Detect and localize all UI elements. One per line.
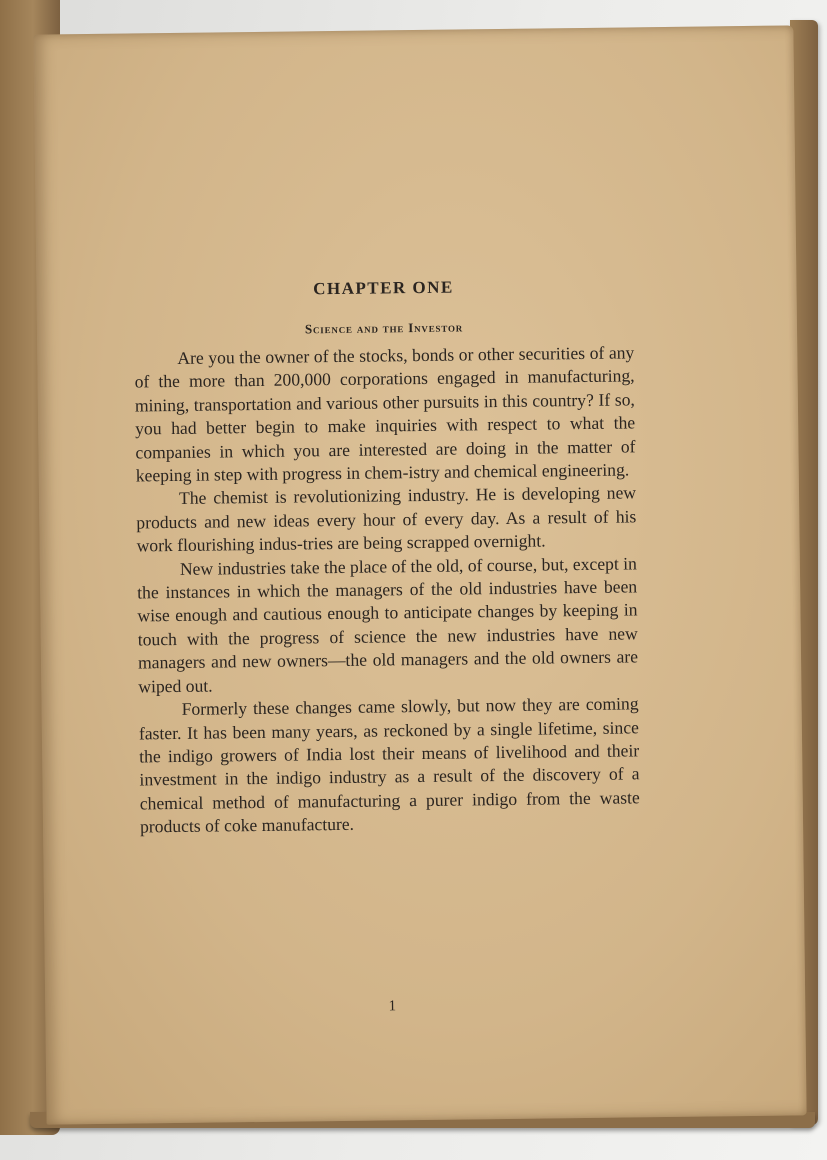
paragraph: Formerly these changes came slowly, but now they are coming faster. It has been many years, as reckoned by a single lifetime, since the indigo growers of India lost their means of livelihood and their investment in the indigo industry as a result of the discovery of a chemical method of manufacturing a purer indigo from the waste products of coke manufacture.: [138, 693, 640, 837]
book-page: [33, 25, 806, 1124]
section-heading: Science and the Investor: [304, 319, 464, 337]
paragraph: Are you the owner of the stocks, bonds or other securities of any of the more than 200,000 corporations engaged in manufacturing, mining, transportation and various other pursuits in this country? If so, you had better begin to make inquiries with respect to what the companies in which you are interested are doing in the matter of keeping in step with progress in chem-istry and chemical engineering.: [134, 342, 636, 486]
paragraph: New industries take the place of the old, of course, but, except in the instances in which the managers of the old industries have been wise enough and cautious enough to anticipate changes by keeping in touch with the progress of science the new industries have new managers and new owners—the old managers and the old owners are wiped out.: [137, 553, 639, 697]
chapter-heading: CHAPTER ONE: [313, 277, 454, 299]
page-number: 1: [388, 998, 397, 1015]
paragraph: The chemist is revolutionizing industry. He is developing new products and new ideas every hour of every day. As a result of his work flourishing indus-tries are being scrapped overnight.: [136, 482, 637, 556]
page-text-block: [133, 275, 640, 1015]
